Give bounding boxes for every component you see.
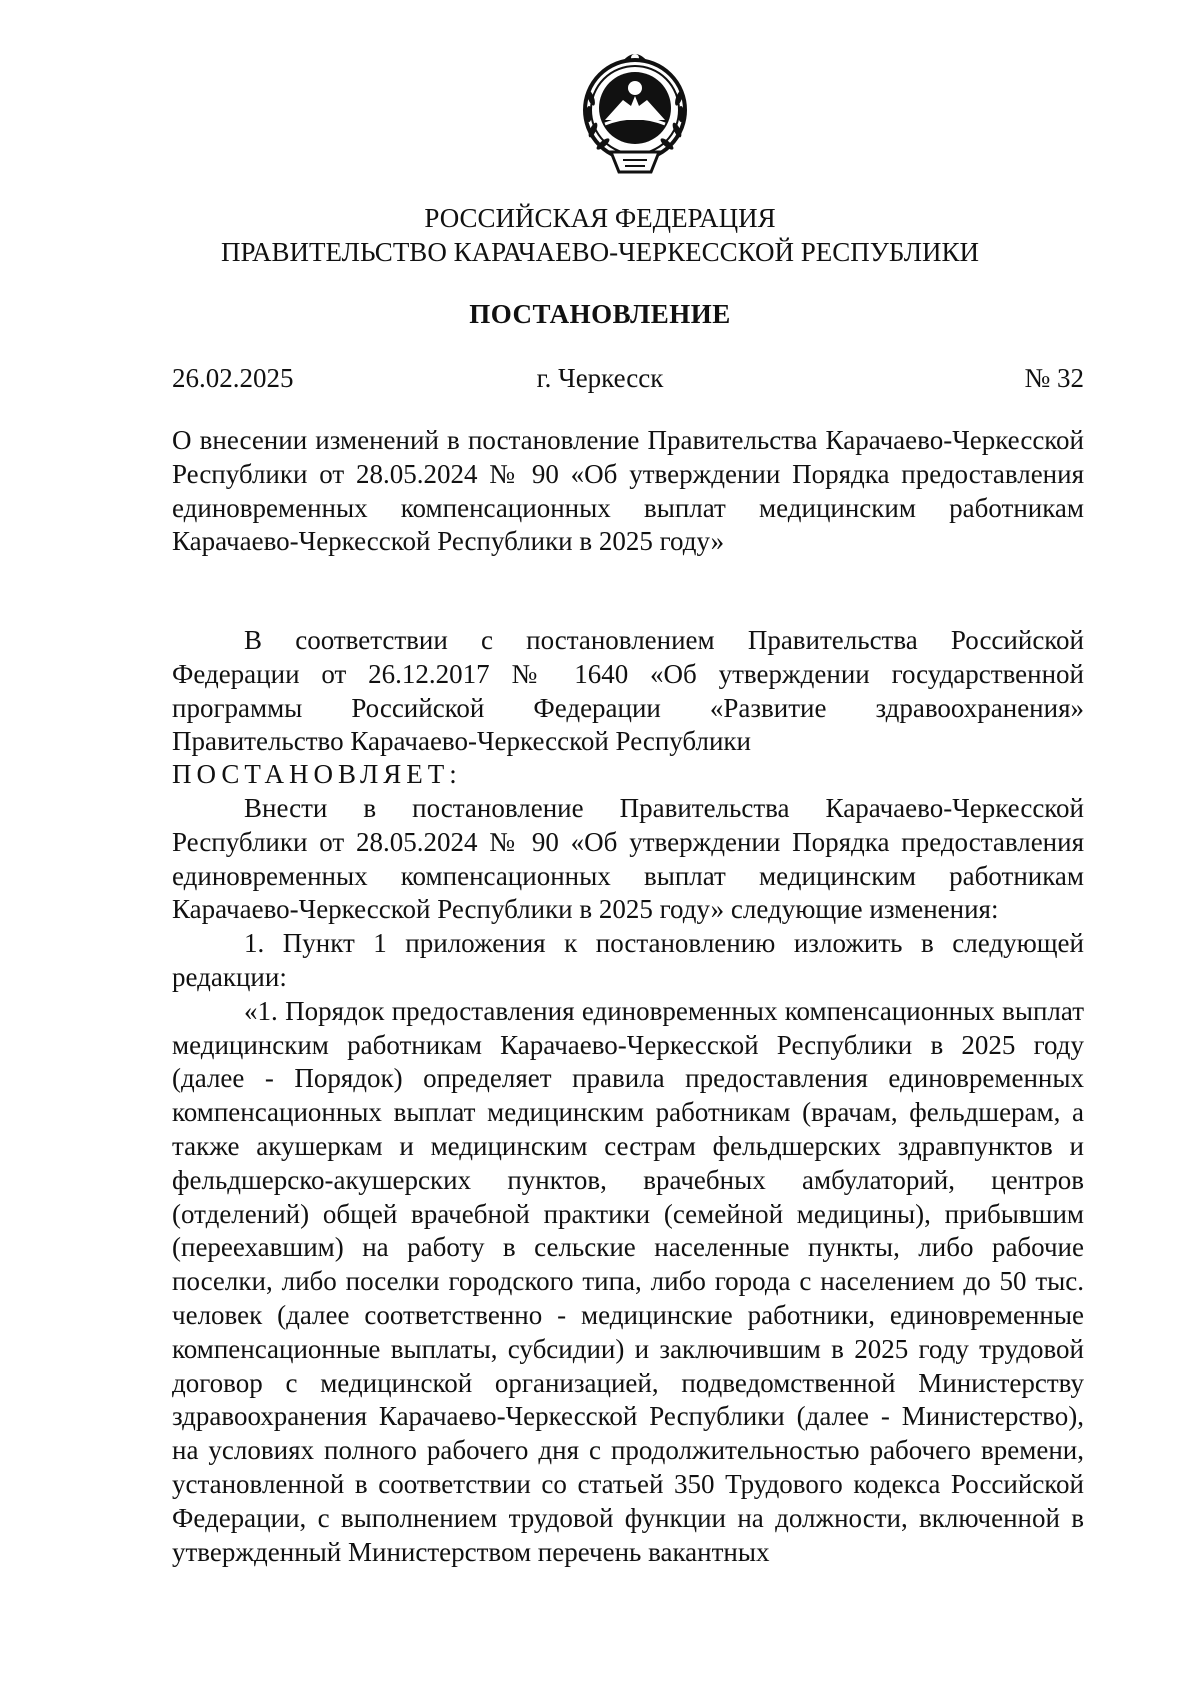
body-paragraph: «1. Порядок предоставления единовременных компенсационных выплат медицинским работникам Карачаево-Черкесской Республики в 2025 году (далее - Порядок) определяет правила предоставления единовременных компенсационных выплат медицинским работникам (врачам, фельдшерам, а также акушеркам и медицинским сестрам фельдшерских здравпунктов и фельдшерско-акушерских пунктов, врачебных амбулаторий, центров (отделений) общей врачебной практики (семейной медицины), прибывшим (переехавшим) на работу в сельские населенные пункты, либо рабочие поселки, либо поселки городского типа, либо города с населением до 50 тыс. человек (далее соответственно - медицинские работники, единовременные компенсационные выплаты, субсидии) и заключившим в 2025 году трудовой договор с медицинской организацией, подведомственной Министерству здравоохранения Карачаево-Черкесской Республики (далее - Министерство), на условиях полного рабочего дня с продолжительностью рабочего времени, установленной в соответствии со статьей 350 Трудового кодекса Российской Федерации, с выполнением трудовой функции на должности, включенной в утвержденный Министерством перечень вакантных bbox=[172, 995, 1084, 1567]
body-paragraph: Внести в постановление Правительства Карачаево-Черкесской Республики от 28.05.2024 № 90 «Об утверждении Порядка предоставления единовременных компенсационных выплат медицинским работникам Карачаево-Черкесской Республики в 2025 году» следующие изменения: bbox=[172, 793, 1084, 925]
document-body bbox=[172, 792, 1084, 1569]
preamble-paragraph: В соответствии с постановлением Правительства Российской Федерации от 26.12.2017 № 1640 «Об утверждении государственной программы Российской Федерации «Развитие здравоохранения» Правительство Карачаево-Черкесской Республики bbox=[172, 625, 1084, 757]
country-heading: РОССИЙСКАЯ ФЕДЕРАЦИЯ bbox=[424, 203, 776, 233]
document-city: г. Черкесск bbox=[536, 363, 664, 393]
document-number: № 32 bbox=[1024, 363, 1084, 393]
coat-of-arms-icon bbox=[575, 48, 695, 180]
resolves-line: ПОСТАНОВЛЯЕТ: bbox=[172, 759, 462, 789]
body-paragraph: 1. Пункт 1 приложения к постановлению изложить в следующей редакции: bbox=[172, 928, 1084, 992]
document-type-title: ПОСТАНОВЛЕНИЕ bbox=[469, 299, 731, 329]
document-date: 26.02.2025 bbox=[172, 363, 294, 393]
authority-heading: ПРАВИТЕЛЬСТВО КАРАЧАЕВО-ЧЕРКЕССКОЙ РЕСПУБЛИКИ bbox=[220, 237, 980, 267]
document-subject: О внесении изменений в постановление Правительства Карачаево-Черкесской Республики от 28.05.2024 № 90 «Об утверждении Порядка предоставления единовременных компенсационных выплат медицинским работникам Карачаево-Черкесской Республики в 2025 году» bbox=[172, 425, 1084, 557]
